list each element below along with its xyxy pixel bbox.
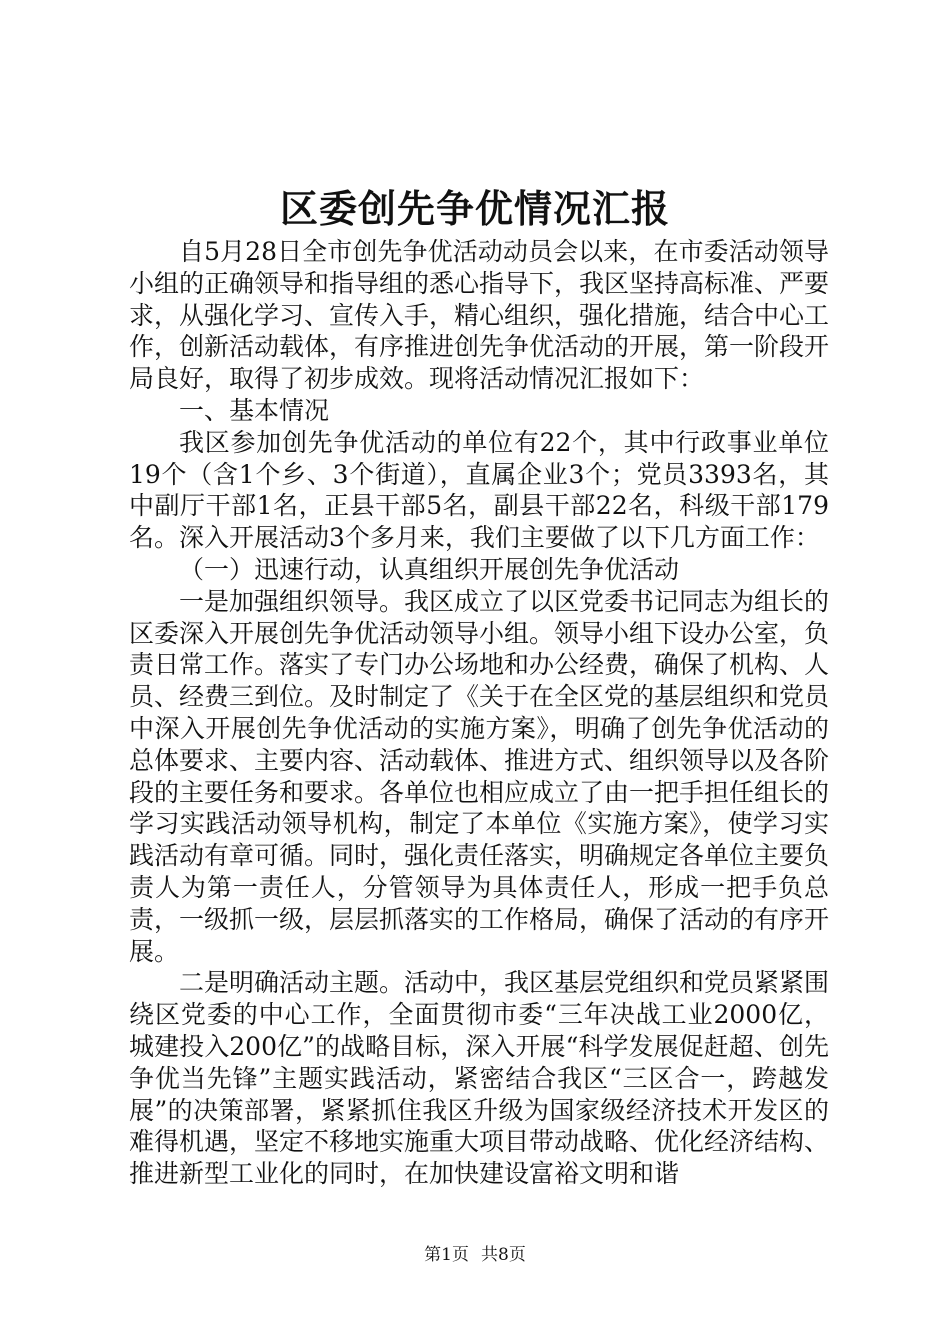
page-total: 共8页 bbox=[481, 1245, 526, 1265]
page-footer bbox=[0, 1244, 950, 1266]
paragraph-activity-theme: 二是明确活动主题。活动中，我区基层党组织和党员紧紧围绕区党委的中心工作，全面贯彻市委“三年决战工业2000亿，城建投入200亿”的战略目标，深入开展“科学发展促赶超、创先争优当先锋”主题实践活动，紧密结合我区“三区合一，跨越发展”的决策部署，紧紧抓住我区升级为国家级经济技术开发区的难得机遇，坚定不移地实施重大项目带动战略、优化经济结构、推进新型工业化的同时，在加快建设富裕文明和谐 bbox=[129, 968, 830, 1189]
document-body bbox=[129, 236, 829, 1190]
subsection-heading-1: （一）迅速行动，认真组织开展创先争优活动 bbox=[179, 554, 680, 584]
paragraph-intro: 自5月28日全市创先争优活动动员会以来，在市委活动领导小组的正确领导和指导组的悉心指导下，我区坚持高标准、严要求，从强化学习、宣传入手，精心组织，强化措施，结合中心工作，创新活动载体，有序推进创先争优活动的开展，第一阶段开局良好，取得了初步成效。现将活动情况汇报如下： bbox=[129, 237, 830, 394]
paragraph-organization-leadership: 一是加强组织领导。我区成立了以区党委书记同志为组长的区委深入开展创先争优活动领导小组。领导小组下设办公室，负责日常工作。落实了专门办公场地和办公经费，确保了机构、人员、经费三到位。及时制定了《关于在全区党的基层组织和党员中深入开展创先争优活动的实施方案》，明确了创先争优活动的总体要求、主要内容、活动载体、推进方式、组织领导以及各阶段的主要任务和要求。各单位也相应成立了由一把手担任组长的学习实践活动领导机构，制定了本单位《实施方案》，使学习实践活动有章可循。同时，强化责任落实，明确规定各单位主要负责人为第一责任人，分管领导为具体责任人，形成一把手负总责，一级抓一级，层层抓落实的工作格局，确保了活动的有序开展。 bbox=[129, 586, 830, 966]
section-heading-basic-situation: 一、基本情况 bbox=[179, 395, 330, 425]
page-number: 第1页 bbox=[424, 1245, 469, 1265]
paragraph-basic-situation: 我区参加创先争优活动的单位有22个，其中行政事业单位19个（含1个乡、3个街道），直属企业3个；党员3393名，其中副厅干部1名，正县干部5名，副县干部22名，科级干部179名。深入开展活动3个多月来，我们主要做了以下几方面工作： bbox=[129, 427, 829, 553]
document-title: 区委创先争优情况汇报 bbox=[279, 186, 670, 231]
